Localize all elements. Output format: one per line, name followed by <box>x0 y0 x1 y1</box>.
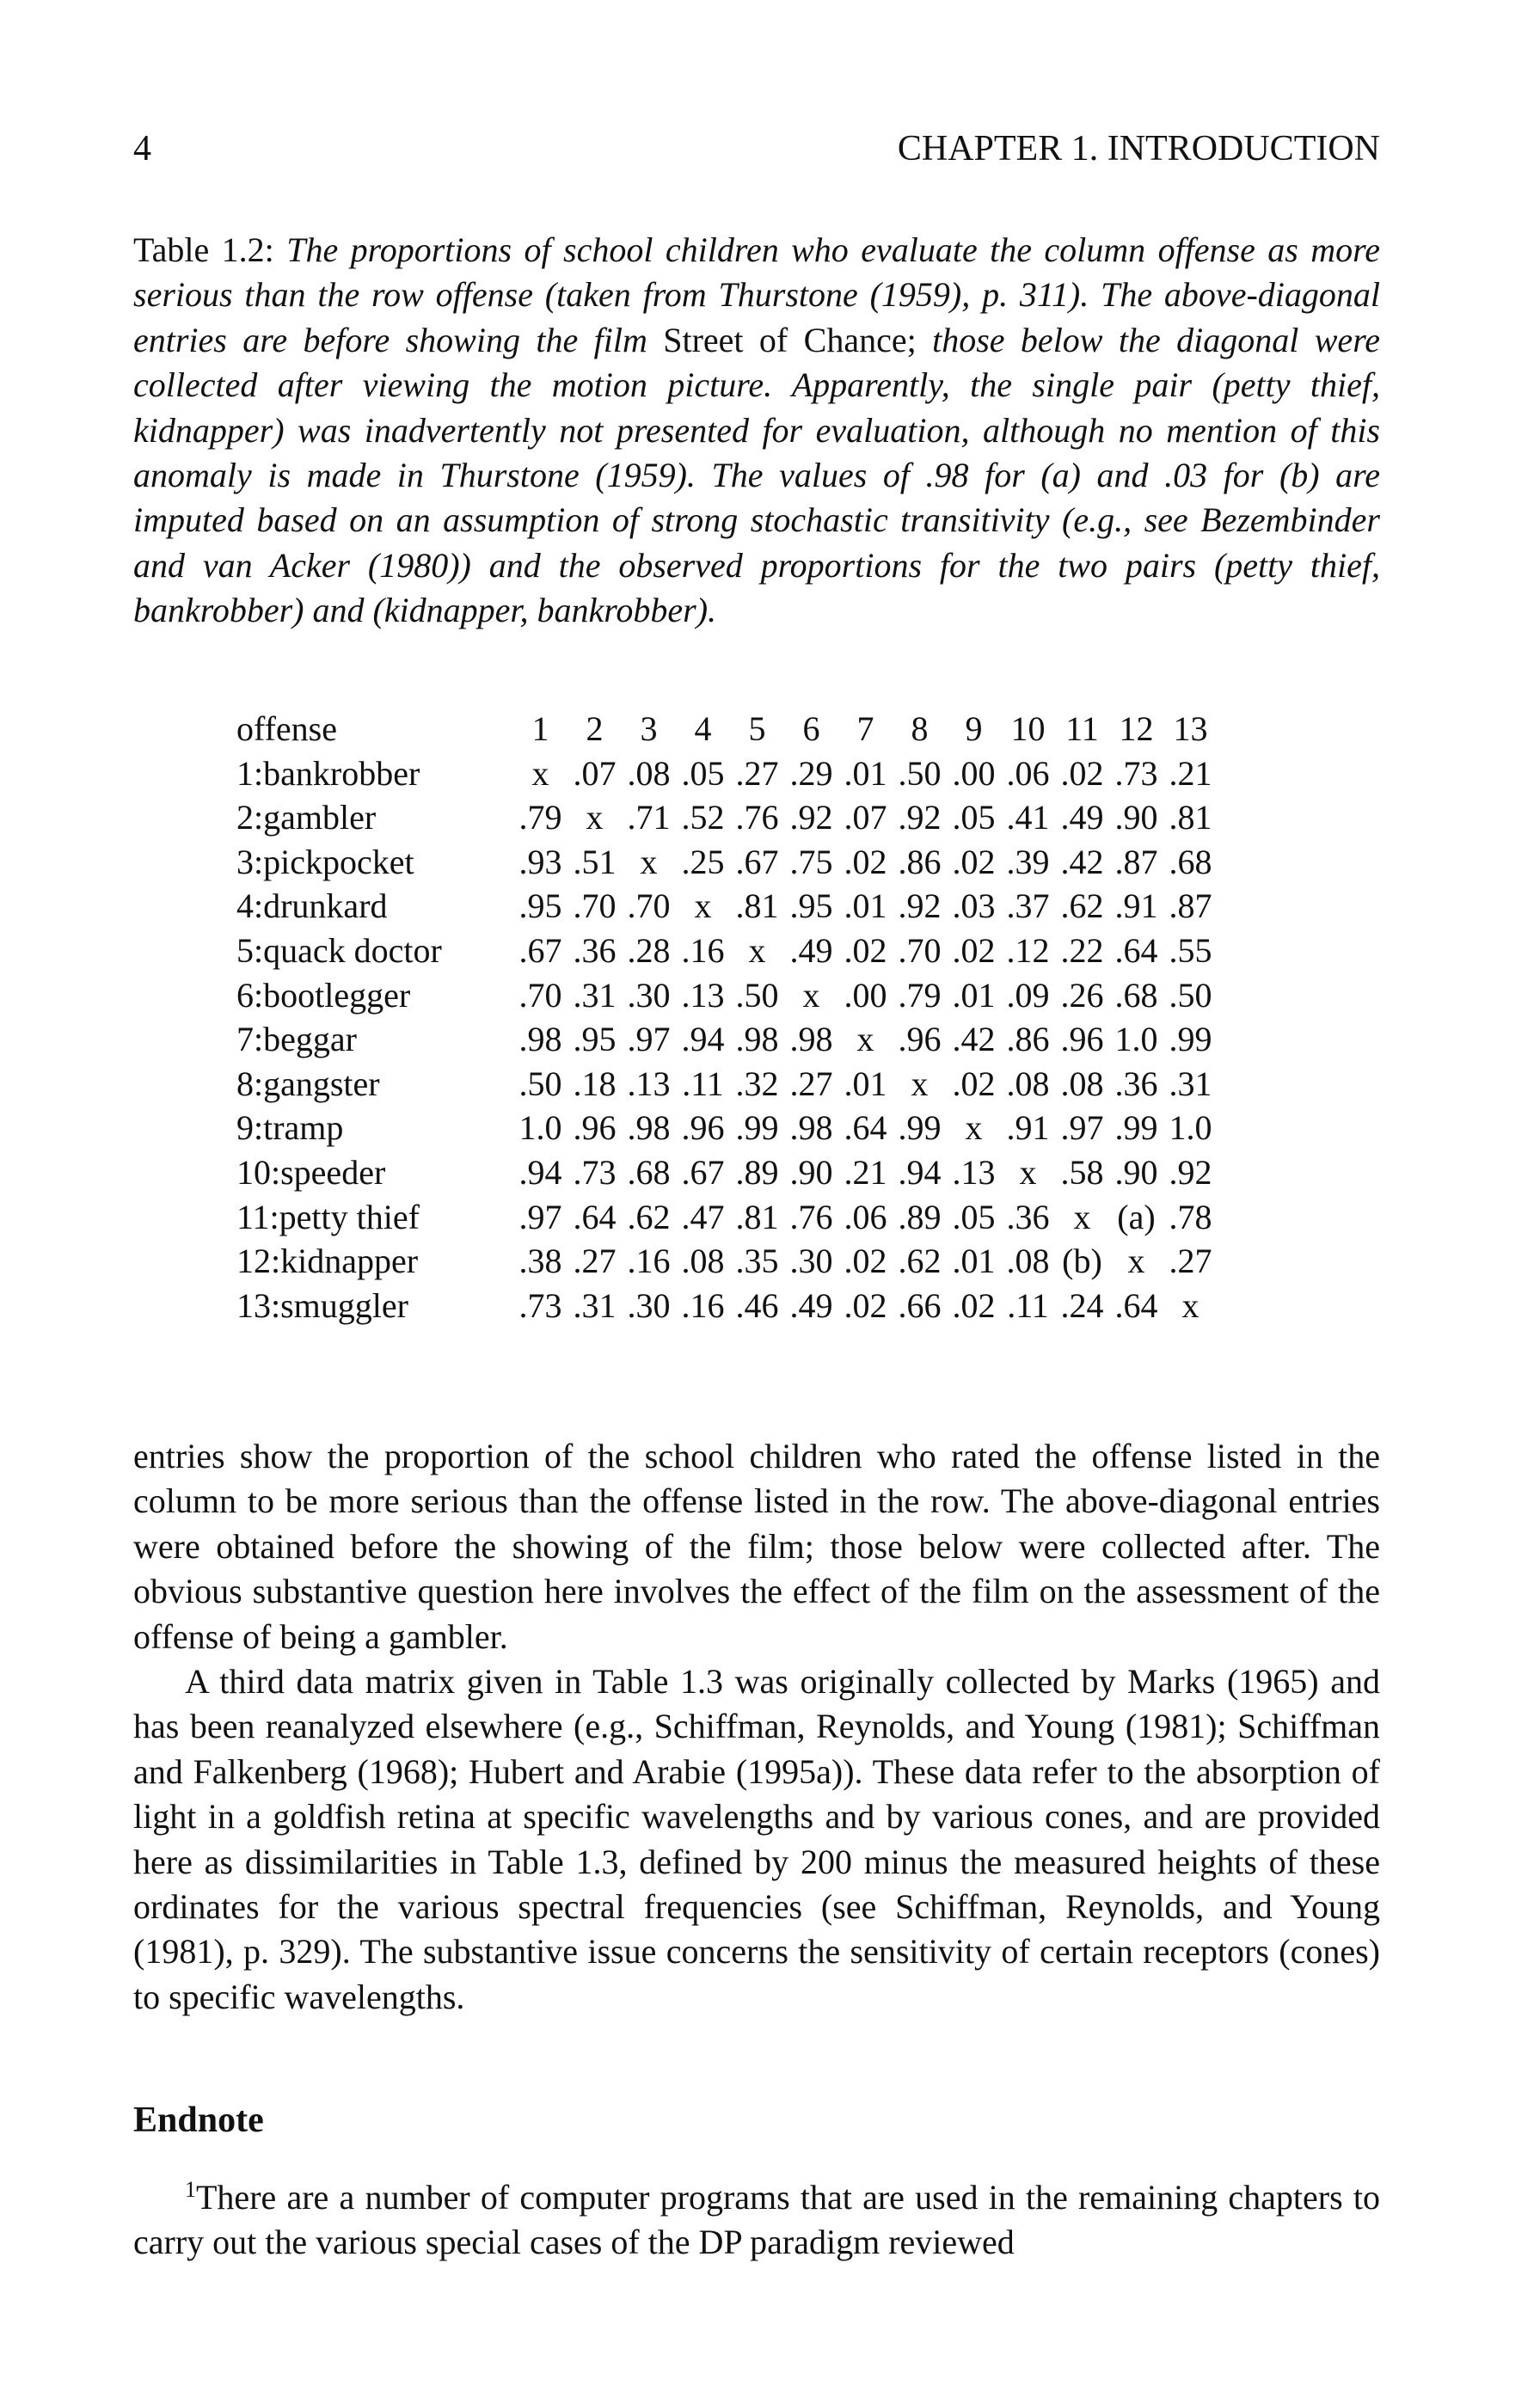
table-body <box>236 751 1218 1328</box>
table-cell: .02 <box>952 1285 996 1325</box>
table-cell: .22 <box>1060 930 1104 970</box>
table-cell: .97 <box>518 1197 562 1236</box>
endnote-marker: 1 <box>185 2177 196 2202</box>
table-cell: .68 <box>1169 842 1212 881</box>
table-cell: .31 <box>573 975 617 1015</box>
column-header: 9 <box>965 709 983 748</box>
caption-label: Table 1.2: <box>133 230 274 269</box>
table-cell: .87 <box>1169 886 1212 926</box>
row-label: 11:petty thief <box>236 1197 420 1236</box>
table-cell: .01 <box>844 753 887 793</box>
table-cell: .66 <box>898 1285 942 1325</box>
table-cell: .96 <box>1060 1020 1104 1059</box>
table-cell: .93 <box>518 842 562 881</box>
table-cell: .01 <box>844 886 887 926</box>
table-cell: .55 <box>1169 930 1212 970</box>
table-cell: .73 <box>1114 753 1158 793</box>
table-cell: x <box>640 842 658 881</box>
column-header: 7 <box>856 709 874 748</box>
table-cell: .95 <box>573 1020 617 1059</box>
table-cell: .49 <box>789 1285 833 1325</box>
table-cell: .35 <box>735 1242 779 1281</box>
table-cell: .05 <box>952 1197 996 1236</box>
table-row <box>236 1284 1218 1328</box>
table-row <box>236 1017 1218 1062</box>
table-cell: .08 <box>1006 1242 1050 1281</box>
table-cell: 1.0 <box>1169 1108 1212 1148</box>
table-cell: 1.0 <box>518 1108 562 1148</box>
table-cell: .92 <box>898 798 942 837</box>
body-paragraph-1: entries show the proportion of the school children who rated the offense listed in the column to be more serious than the offense listed in the row. The above-diagonal entries were obtained before the showing of the film; those below were collected after. The obvious substantive question here involves the effect of the film on the assessment of the offense of being a gambler. <box>133 1437 1380 1656</box>
table-row <box>236 973 1218 1018</box>
table-cell: x <box>1073 1197 1091 1236</box>
row-label: 1:bankrobber <box>236 753 420 793</box>
table-cell: .70 <box>627 886 671 926</box>
table-cell: .50 <box>735 975 779 1015</box>
table-cell: .99 <box>735 1108 779 1148</box>
column-header: 6 <box>802 709 820 748</box>
table-cell: .96 <box>898 1020 942 1059</box>
endnote-text <box>133 2175 1380 2266</box>
table-cell: .01 <box>952 975 996 1015</box>
table-cell: .27 <box>789 1064 833 1103</box>
table-row <box>236 1150 1218 1195</box>
table-cell: .86 <box>898 842 942 881</box>
table-cell: x <box>694 886 712 926</box>
table-cell: .97 <box>627 1020 671 1059</box>
table-cell: x <box>911 1064 929 1103</box>
table-cell: .49 <box>1060 798 1104 837</box>
table-row <box>236 1106 1218 1150</box>
table-cell: .29 <box>789 753 833 793</box>
table-cell: .46 <box>735 1285 779 1325</box>
table-cell: .21 <box>1169 753 1212 793</box>
row-label: 8:gangster <box>236 1064 380 1103</box>
table-header-row <box>236 707 1218 751</box>
table-cell: .95 <box>518 886 562 926</box>
table-cell: .87 <box>1114 842 1158 881</box>
table-cell: .16 <box>681 930 725 970</box>
table-cell: x <box>531 753 549 793</box>
table-cell: x <box>586 798 604 837</box>
page-number: 4 <box>133 129 151 169</box>
endnote-heading: Endnote <box>133 2100 264 2140</box>
table-cell: .68 <box>1114 975 1158 1015</box>
table-cell: .05 <box>952 798 996 837</box>
table-cell: .16 <box>627 1242 671 1281</box>
table-cell: (a) <box>1117 1197 1156 1236</box>
table-cell: .73 <box>518 1285 562 1325</box>
table-cell: .27 <box>735 753 779 793</box>
table-cell: .92 <box>789 798 833 837</box>
table-cell: .31 <box>1169 1064 1212 1103</box>
row-label: 7:beggar <box>236 1020 357 1059</box>
table-cell: .08 <box>1060 1064 1104 1103</box>
row-label: 2:gambler <box>236 798 377 837</box>
column-header: 1 <box>531 709 549 748</box>
table-cell: .91 <box>1114 886 1158 926</box>
table-cell: .86 <box>1006 1020 1050 1059</box>
table-cell: .50 <box>518 1064 562 1103</box>
table-cell: x <box>1019 1152 1037 1192</box>
table-cell: .06 <box>1006 753 1050 793</box>
column-header: 12 <box>1119 709 1154 748</box>
table-cell: .27 <box>1169 1242 1212 1281</box>
table-cell: .02 <box>952 842 996 881</box>
table-cell: .98 <box>789 1020 833 1059</box>
table-cell: .81 <box>735 1197 779 1236</box>
table-cell: .81 <box>735 886 779 926</box>
column-header: 8 <box>911 709 929 748</box>
table-cell: .50 <box>1169 975 1212 1015</box>
table-cell: .16 <box>681 1285 725 1325</box>
table-cell: .99 <box>1114 1108 1158 1148</box>
table-cell: .06 <box>844 1197 887 1236</box>
table-cell: .51 <box>573 842 617 881</box>
column-header: 5 <box>748 709 766 748</box>
table-cell: .70 <box>573 886 617 926</box>
page <box>133 0 1380 2404</box>
column-header: 4 <box>694 709 712 748</box>
table-cell: .99 <box>1169 1020 1212 1059</box>
table-cell: .89 <box>735 1152 779 1192</box>
table-cell: .92 <box>1169 1152 1212 1192</box>
table-cell: .31 <box>573 1285 617 1325</box>
table-cell: x <box>802 975 820 1015</box>
table-cell: .64 <box>1114 930 1158 970</box>
table-cell: .96 <box>681 1108 725 1148</box>
table-cell: .11 <box>1007 1285 1049 1325</box>
table-cell: .90 <box>1114 798 1158 837</box>
table-cell: .52 <box>681 798 725 837</box>
table-cell: .79 <box>518 798 562 837</box>
table-cell: .49 <box>789 930 833 970</box>
table-cell: .95 <box>789 886 833 926</box>
table-row <box>236 795 1218 840</box>
table-cell: .28 <box>627 930 671 970</box>
table-cell: .81 <box>1169 798 1212 837</box>
table-cell: .26 <box>1060 975 1104 1015</box>
column-header: 13 <box>1173 709 1208 748</box>
table-row <box>236 1239 1218 1284</box>
table-cell: .94 <box>898 1152 942 1192</box>
table-cell: .92 <box>898 886 942 926</box>
table-cell: .98 <box>789 1108 833 1148</box>
table-cell: .36 <box>1006 1197 1050 1236</box>
table-cell: .70 <box>898 930 942 970</box>
table-cell: .32 <box>735 1064 779 1103</box>
table-cell: .70 <box>518 975 562 1015</box>
table-cell: x <box>856 1020 874 1059</box>
chapter-title: CHAPTER 1. INTRODUCTION <box>897 129 1380 169</box>
table-cell: .02 <box>844 1285 887 1325</box>
table-cell: .41 <box>1006 798 1050 837</box>
table-cell: .79 <box>898 975 942 1015</box>
table-cell: .02 <box>844 930 887 970</box>
table-cell: .03 <box>952 886 996 926</box>
table-cell: .62 <box>1060 886 1104 926</box>
row-label: 13:smuggler <box>236 1285 408 1325</box>
table-cell: .64 <box>573 1197 617 1236</box>
table-cell: .37 <box>1006 886 1050 926</box>
table-cell: .94 <box>518 1152 562 1192</box>
table-cell: .67 <box>681 1152 725 1192</box>
table-cell: .00 <box>844 975 887 1015</box>
body-text <box>133 1434 1380 2020</box>
table-cell: .02 <box>952 1064 996 1103</box>
table-cell: (b) <box>1062 1242 1102 1281</box>
table-cell: x <box>965 1108 983 1148</box>
table-cell: .07 <box>573 753 617 793</box>
table-cell: .13 <box>681 975 725 1015</box>
table-cell: .62 <box>627 1197 671 1236</box>
table-cell: .13 <box>952 1152 996 1192</box>
table-cell: .08 <box>627 753 671 793</box>
table-row <box>236 884 1218 929</box>
table-cell: .24 <box>1060 1285 1104 1325</box>
table-cell: .42 <box>1060 842 1104 881</box>
table-cell: .39 <box>1006 842 1050 881</box>
row-label: 12:kidnapper <box>236 1242 419 1281</box>
row-label: 10:speeder <box>236 1152 386 1192</box>
table-cell: .94 <box>681 1020 725 1059</box>
table-cell: .02 <box>952 930 996 970</box>
table-cell: .90 <box>1114 1152 1158 1192</box>
table-cell: .02 <box>844 1242 887 1281</box>
table-caption <box>133 228 1380 634</box>
table-cell: .62 <box>898 1242 942 1281</box>
table-cell: .13 <box>627 1064 671 1103</box>
table-cell: .01 <box>952 1242 996 1281</box>
table-cell: .00 <box>952 753 996 793</box>
row-label: 9:tramp <box>236 1108 344 1148</box>
table-cell: .07 <box>844 798 887 837</box>
table-cell: .98 <box>735 1020 779 1059</box>
row-label: 4:drunkard <box>236 886 388 926</box>
table-cell: .58 <box>1060 1152 1104 1192</box>
proportions-table <box>236 707 1218 1328</box>
body-paragraph-2: A third data matrix given in Table 1.3 was originally collected by Marks (1965) and has been reanalyzed elsewhere (e.g., Schiffman, Reynolds, and Young (1981); Schiffman and Falkenberg (1968); Hubert and Arabie (1995a)). These data refer to the absorption of light in a goldfish retina at specific wavelengths and by various cones, and are provided here as dissimilarities in Table 1.3, defined by 200 minus the measured heights of these ordinates for the various spectral frequencies (see Schiffman, Reynolds, and Young (1981), p. 329). The substantive issue concerns the sensitivity of certain receptors (cones) to specific wavelengths. <box>133 1662 1380 2016</box>
table-cell: .67 <box>518 930 562 970</box>
table-cell: x <box>1127 1242 1145 1281</box>
table-row <box>236 1062 1218 1107</box>
table-cell: x <box>748 930 766 970</box>
table-cell: .42 <box>952 1020 996 1059</box>
table-cell: .47 <box>681 1197 725 1236</box>
table-cell: .36 <box>1114 1064 1158 1103</box>
table-cell: .27 <box>573 1242 617 1281</box>
table-cell: .36 <box>573 930 617 970</box>
table-cell: .21 <box>844 1152 887 1192</box>
table-cell: .12 <box>1006 930 1050 970</box>
header-offense-label: offense <box>236 709 337 748</box>
table-cell: .68 <box>627 1152 671 1192</box>
table-row <box>236 1195 1218 1240</box>
row-label: 3:pickpocket <box>236 842 414 881</box>
caption-text-part1: The proportions of school children who evaluate the column offense as more serious than the row offense (taken from Thurstone (1959), p. 311). The above-diagonal entries are before showing the film <box>133 230 1381 359</box>
table-cell: .75 <box>789 842 833 881</box>
table-cell: .98 <box>518 1020 562 1059</box>
table-cell: .18 <box>573 1064 617 1103</box>
table-cell: .38 <box>518 1242 562 1281</box>
column-header: 11 <box>1065 709 1099 748</box>
table-cell: .64 <box>1114 1285 1158 1325</box>
table-cell: .11 <box>682 1064 724 1103</box>
table-cell: .09 <box>1006 975 1050 1015</box>
table-cell: .98 <box>627 1108 671 1148</box>
row-label: 5:quack doctor <box>236 930 442 970</box>
table-cell: .64 <box>844 1108 887 1148</box>
table-cell: .02 <box>844 842 887 881</box>
table-cell: .76 <box>735 798 779 837</box>
table-row <box>236 751 1218 796</box>
column-header: 10 <box>1010 709 1046 748</box>
table-cell: .01 <box>844 1064 887 1103</box>
column-header: 2 <box>586 709 604 748</box>
table-cell: .73 <box>573 1152 617 1192</box>
endnote-body: There are a number of computer programs that are used in the remaining chapters to carry out the various special cases of the DP paradigm reviewed <box>133 2178 1380 2262</box>
table-cell: .89 <box>898 1197 942 1236</box>
table-cell: .71 <box>627 798 671 837</box>
table-row <box>236 840 1218 885</box>
table-cell: .08 <box>681 1242 725 1281</box>
table-cell: .08 <box>1006 1064 1050 1103</box>
table-cell: 1.0 <box>1114 1020 1158 1059</box>
table-cell: .76 <box>789 1197 833 1236</box>
table-cell: .97 <box>1060 1108 1104 1148</box>
table-cell: .30 <box>627 975 671 1015</box>
table-row <box>236 929 1218 973</box>
table-cell: .30 <box>627 1285 671 1325</box>
table-cell: .25 <box>681 842 725 881</box>
caption-text-part2: those below the diagonal were collected after viewing the motion picture. Apparently, the single pair (petty thief, kidnapper) was inadvertently not presented for evaluation, although no mention of this anomaly is made in Thurstone (1959). The values of .98 for (a) and .03 for (b) are imputed based on an assumption of strong stochastic transitivity (e.g., see Bezembinder and van Acker (1980)) and the observed proportions for the two pairs (petty thief, bankrobber) and (kidnapper, bankrobber). <box>133 320 1381 630</box>
table-cell: .90 <box>789 1152 833 1192</box>
table-cell: .91 <box>1006 1108 1050 1148</box>
table-cell: .67 <box>735 842 779 881</box>
table-cell: .96 <box>573 1108 617 1148</box>
table-cell: .02 <box>1060 753 1104 793</box>
table-cell: .50 <box>898 753 942 793</box>
table-cell: .05 <box>681 753 725 793</box>
column-header: 3 <box>640 709 658 748</box>
running-head <box>133 127 1380 170</box>
row-label: 6:bootlegger <box>236 975 411 1015</box>
table-cell: .30 <box>789 1242 833 1281</box>
table-cell: x <box>1181 1285 1199 1325</box>
table-cell: .78 <box>1169 1197 1212 1236</box>
table-cell: .99 <box>898 1108 942 1148</box>
caption-film-title: Street of Chance; <box>663 320 917 359</box>
